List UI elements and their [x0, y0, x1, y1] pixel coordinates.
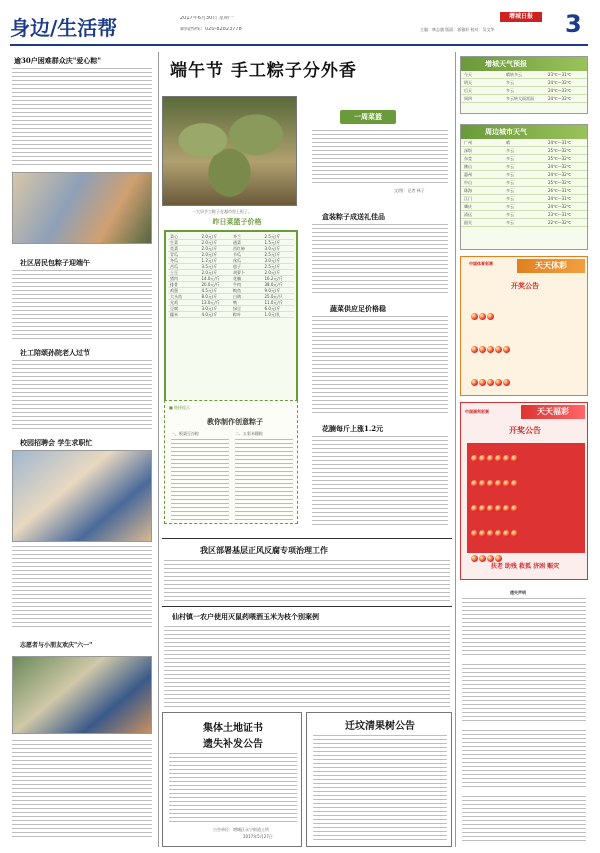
lottery-ball — [503, 346, 510, 353]
lottery-ball — [479, 530, 486, 537]
weather-cell: 中山 — [464, 180, 472, 185]
classifieds-body-4 — [462, 796, 586, 844]
land-cert-title-2: 遗失补发公告 — [203, 739, 263, 750]
lottery-ball — [479, 313, 486, 320]
price-value: 1.2元/斤 — [201, 258, 218, 263]
sidebar-heading: 一周菜篮 — [340, 110, 396, 124]
lottery2-brand: 中国福利彩票 — [465, 409, 489, 414]
price-item: 排骨 — [170, 282, 178, 287]
price-value: 3.0元/斤 — [264, 246, 281, 251]
lottery-ball — [503, 455, 510, 462]
price-value: 8.0元/斤 — [201, 294, 218, 299]
lottery-ball — [487, 379, 494, 386]
weather-cell: 周四 — [464, 96, 472, 101]
price-value: 2.5元/斤 — [264, 234, 281, 239]
price-value: 4.0元/斤 — [201, 312, 218, 317]
weather-cell: 广州 — [464, 140, 472, 145]
tips-box-title: 教你制作创意粽子 — [207, 418, 263, 426]
price-item: 丝瓜 — [233, 258, 241, 263]
lottery2-balls — [467, 443, 585, 553]
lottery-ball — [495, 480, 502, 487]
weather-cell: 23℃—31℃ — [548, 212, 572, 217]
weather-row — [461, 87, 587, 95]
price-value: 38.0元/斤 — [264, 282, 283, 287]
clear-tree-body — [313, 735, 447, 843]
lottery-ball — [479, 455, 486, 462]
classifieds-label: 遗失声明 — [510, 590, 526, 595]
price-item: 苋菜 — [170, 246, 178, 251]
lottery-ball — [495, 346, 502, 353]
classifieds — [460, 586, 588, 847]
price-table — [164, 230, 298, 410]
lottery-ball — [487, 346, 494, 353]
article1-photo — [12, 172, 152, 244]
price-value: 2.0元/斤 — [264, 270, 281, 275]
lottery1-sub: 开奖公告 — [511, 282, 539, 290]
lottery-ball — [471, 313, 478, 320]
lottery-ball — [503, 530, 510, 537]
weather-cell: 今天 — [464, 72, 472, 77]
price-item: 生菜 — [170, 240, 178, 245]
main-story — [162, 52, 452, 532]
weather-row — [461, 179, 587, 187]
middle1-title: 我区部署基层正风反腐专项治理工作 — [200, 545, 328, 555]
weather-cell: 东莞 — [464, 156, 472, 161]
price-value: 9.0元/斤 — [264, 288, 281, 293]
masthead — [0, 0, 600, 48]
weather-cell: 多云 — [506, 172, 514, 177]
clear-tree-notice — [306, 712, 452, 847]
price-item: 西红柿 — [233, 246, 245, 251]
weather-cell: 26℃—31℃ — [548, 188, 572, 193]
lottery-ball — [503, 480, 510, 487]
article1-body — [12, 68, 152, 168]
price-value: 3.0元/斤 — [264, 258, 281, 263]
nearby-weather — [460, 124, 588, 250]
sidebar-body — [312, 130, 448, 186]
land-cert-signature-1: 公告单位：增城区永宁街道土所 — [213, 827, 269, 832]
price-value: 3.0元/斤 — [201, 306, 218, 311]
tips-item2: 二、五彩米糯粽 — [235, 431, 263, 436]
weather-cell: 25℃—32℃ — [548, 156, 572, 161]
weather-cell: 多云 — [506, 180, 514, 185]
main-headline: 端午节 手工粽子分外香 — [170, 61, 357, 81]
weather-cell: 24℃—32℃ — [548, 96, 572, 101]
weather2-title: 周边城市天气 — [461, 125, 587, 139]
page-number: 3 — [565, 10, 582, 38]
weather-cell: 24℃—32℃ — [548, 172, 572, 177]
price-value: 2.5元/斤 — [264, 252, 281, 257]
price-item: 鲩鱼 — [233, 288, 241, 293]
weather-forecast — [460, 56, 588, 114]
lottery-ball — [487, 313, 494, 320]
price-value: 11.0元/斤 — [264, 300, 283, 305]
lottery-ball — [471, 379, 478, 386]
weather-cell: 明天 — [464, 80, 472, 85]
lottery-ball — [511, 480, 518, 487]
article5-title: 志愿者与小朋友欢庆"六一" — [20, 642, 93, 649]
sidebar-byline: 文/图：记者 林子 — [394, 188, 425, 193]
lottery2-slogan: 扶老 助残 救孤 济困 赈灾 — [490, 563, 560, 570]
price-item: 茄子 — [233, 264, 241, 269]
weather-cell: 多云 — [506, 156, 514, 161]
lottery-ball — [471, 505, 478, 512]
price-item: 白鸽 — [233, 294, 241, 299]
price-item: 绿豆 — [233, 306, 241, 311]
lottery-ball — [487, 530, 494, 537]
weather-cell: 多云 — [506, 148, 514, 153]
tips-body-left — [171, 439, 229, 521]
lottery-ball — [511, 455, 518, 462]
middle-rule2 — [162, 606, 452, 607]
sub2-title: 蔬菜供应足价格稳 — [330, 304, 386, 313]
lottery-ball — [471, 530, 478, 537]
price-item: 节瓜 — [233, 252, 241, 257]
weather-cell: 惠州 — [464, 172, 472, 177]
land-cert-body — [169, 753, 297, 823]
weather-cell: 22℃—32℃ — [548, 220, 572, 225]
lottery2-title: 天天福彩 — [521, 405, 585, 419]
weather-cell: 清远 — [464, 212, 472, 217]
price-item: 猪肉 — [170, 276, 178, 281]
article4-title: 校园招聘会 学生求职忙 — [20, 438, 93, 447]
tips-box — [164, 400, 298, 524]
weather2-rows — [461, 139, 587, 227]
land-cert-title-1: 集体土地证书 — [203, 723, 263, 734]
price-value: 2.0元/斤 — [201, 270, 218, 275]
price-value: 13.0元/斤 — [201, 300, 220, 305]
middle2-body — [164, 626, 450, 708]
weather-row — [461, 71, 587, 79]
weather-cell: 24℃—32℃ — [548, 204, 572, 209]
price-value: 2.0元/斤 — [201, 252, 218, 257]
left-divider — [158, 52, 159, 847]
sports-lottery — [460, 256, 588, 396]
price-item: 花腩 — [233, 276, 241, 281]
classifieds-body-2 — [462, 664, 586, 724]
lottery-ball — [471, 480, 478, 487]
welfare-lottery — [460, 402, 588, 580]
lottery-ball — [495, 379, 502, 386]
weather-row — [461, 79, 587, 87]
weather-cell: 多云 — [506, 212, 514, 217]
price-value: 25.0元/只 — [264, 294, 283, 299]
weather-cell: 25℃—32℃ — [548, 148, 572, 153]
lottery-ball — [495, 505, 502, 512]
weather-row — [461, 203, 587, 211]
weather-cell: 韶关 — [464, 220, 472, 225]
price-item: 鸭 — [233, 300, 237, 305]
sub2-body — [312, 316, 448, 416]
weather-row — [461, 155, 587, 163]
lottery-ball — [471, 346, 478, 353]
lottery-ball — [479, 480, 486, 487]
weather-cell: 多云 — [506, 80, 514, 85]
lottery-ball — [503, 505, 510, 512]
section-title: 身边/生活帮 — [10, 16, 118, 40]
weather-cell: 23℃—31℃ — [548, 72, 572, 77]
lottery-ball — [487, 505, 494, 512]
price-item: 大头鱼 — [170, 294, 182, 299]
price-item: 光鸡 — [170, 300, 178, 305]
weather-cell: 江门 — [464, 196, 472, 201]
lottery-ball — [503, 379, 510, 386]
price-item: 通菜 — [233, 240, 241, 245]
price-item: 粽叶 — [233, 312, 241, 317]
article1-title: 逾30户困难群众庆"爱心粽" — [14, 56, 102, 65]
price-value: 2.0元/斤 — [201, 240, 218, 245]
weather-cell: 深圳 — [464, 148, 472, 153]
tips-label: ■ 链接提示 — [169, 405, 191, 410]
price-item: 菜心 — [170, 234, 178, 239]
weather-cell: 多云 — [506, 220, 514, 225]
article3-title: 社工陪颂孙院老人过节 — [20, 348, 90, 357]
weather-cell: 后天 — [464, 88, 472, 93]
weather-cell: 晴转多云 — [506, 72, 522, 77]
lottery-ball — [479, 346, 486, 353]
price-value: 1.0元/扎 — [264, 312, 281, 317]
weather-cell: 25℃—32℃ — [548, 180, 572, 185]
middle2-title: 仙村镇一农户使用灭鼠药喂酒玉米为枝个别案例 — [172, 612, 319, 621]
classifieds-body-3 — [462, 730, 586, 790]
clear-tree-title: 迁坟清果树公告 — [345, 721, 415, 732]
lottery-ball — [487, 455, 494, 462]
weather-row — [461, 211, 587, 219]
lottery1-brand: 中国体育彩票 — [469, 261, 493, 266]
tips-item1: 一、板栗豆沙粽 — [171, 431, 199, 436]
price-item: 冬瓜 — [170, 258, 178, 263]
photo-caption: 一大早手工粽子在超市里上柜了。 — [192, 209, 252, 214]
main-photo — [162, 96, 297, 206]
price-item: 土豆 — [170, 270, 178, 275]
weather-row — [461, 95, 587, 103]
weather-row — [461, 163, 587, 171]
masthead-rule — [10, 44, 588, 46]
price-item: 糯米 — [170, 312, 178, 317]
date-line: 2017年6月30日 星期一 — [180, 16, 234, 21]
weather-row — [461, 187, 587, 195]
sub3-title: 花腩每斤上涨1.2元 — [322, 424, 384, 433]
price-item: 青瓜 — [170, 252, 178, 257]
sub3-body — [312, 436, 448, 528]
weather-cell: 多云 — [506, 196, 514, 201]
article4-body — [12, 546, 152, 630]
price-value: 2.0元/斤 — [201, 246, 218, 251]
weather-cell: 晴 — [506, 140, 510, 145]
article5-photo — [12, 656, 152, 734]
land-cert-signature-2: 2017年5月27日 — [243, 834, 273, 839]
weather-cell: 24℃—31℃ — [548, 196, 572, 201]
price-item: 芥兰 — [233, 234, 241, 239]
land-cert-notice — [162, 712, 302, 847]
article3-body — [12, 360, 152, 432]
sub1-title: 盒装粽子成送礼佳品 — [322, 212, 385, 221]
weather-cell: 24℃—32℃ — [548, 80, 572, 85]
lottery1-balls — [471, 305, 581, 385]
lottery1-title: 天天体彩 — [517, 259, 585, 273]
price-rows — [168, 234, 294, 318]
middle-rule1 — [162, 538, 452, 539]
contact-line: 新闻热线：020-82823778 — [180, 27, 242, 32]
price-item: 苦瓜 — [170, 264, 178, 269]
lottery-ball — [471, 455, 478, 462]
weather-cell: 多云 — [506, 88, 514, 93]
weather-cell: 多云 — [506, 204, 514, 209]
editors-line: 主编：林志旗 版面：郭雅轩 校对：吴文华 — [420, 27, 495, 32]
paper-logo: 增城日报 — [500, 12, 542, 22]
price-table-title: 昨日菜篮子价格 — [212, 218, 262, 226]
price-value: 2.5元/斤 — [264, 264, 281, 269]
weather-cell: 24℃—32℃ — [548, 164, 572, 169]
article2-body — [12, 270, 152, 340]
price-value: 16.2元/斤 — [264, 276, 283, 281]
weather-cell: 多云转大雨雷雨 — [506, 96, 534, 101]
price-value: 20.0元/斤 — [201, 282, 220, 287]
price-value: 6.0元/斤 — [264, 306, 281, 311]
lottery-ball — [495, 455, 502, 462]
weather-cell: 24℃—33℃ — [548, 88, 572, 93]
left-column — [10, 52, 155, 847]
weather-row — [461, 195, 587, 203]
lottery2-sub: 开奖公告 — [509, 426, 541, 435]
price-value: 3.5元/斤 — [201, 264, 218, 269]
weather-row — [461, 171, 587, 179]
weather1-rows — [461, 71, 587, 103]
price-value: 4.5元/斤 — [201, 288, 218, 293]
article4-photo — [12, 450, 152, 542]
weather-cell: 多云 — [506, 164, 514, 169]
sub1-body — [312, 224, 448, 296]
lottery-ball — [487, 480, 494, 487]
lottery-ball — [495, 530, 502, 537]
article2-title: 社区居民包粽子迎端午 — [20, 258, 90, 267]
price-item: 鸡蛋 — [170, 288, 178, 293]
price-item: 豆腐 — [170, 306, 178, 311]
weather-row — [461, 139, 587, 147]
price-value: 14.0元/斤 — [201, 276, 220, 281]
lottery-ball — [511, 530, 518, 537]
lottery-ball — [511, 505, 518, 512]
weather-cell: 佛山 — [464, 164, 472, 169]
weather-cell: 24℃—31℃ — [548, 140, 572, 145]
lottery-ball — [479, 505, 486, 512]
lottery-ball — [479, 379, 486, 386]
weather1-title: 增城天气预报 — [461, 57, 587, 71]
weather-row — [461, 147, 587, 155]
weather-cell: 肇庆 — [464, 204, 472, 209]
right-divider — [455, 52, 456, 847]
price-item: 胡萝卜 — [233, 270, 245, 275]
weather-cell: 珠海 — [464, 188, 472, 193]
article5-body — [12, 740, 152, 840]
weather-cell: 多云 — [506, 188, 514, 193]
price-item: 牛肉 — [233, 282, 241, 287]
price-row — [168, 312, 294, 318]
classifieds-body-1 — [462, 598, 586, 658]
middle1-body — [164, 560, 450, 602]
tips-body-right — [235, 439, 293, 521]
price-value: 2.0元/斤 — [201, 234, 218, 239]
weather-row — [461, 219, 587, 227]
price-value: 1.5元/斤 — [264, 240, 281, 245]
